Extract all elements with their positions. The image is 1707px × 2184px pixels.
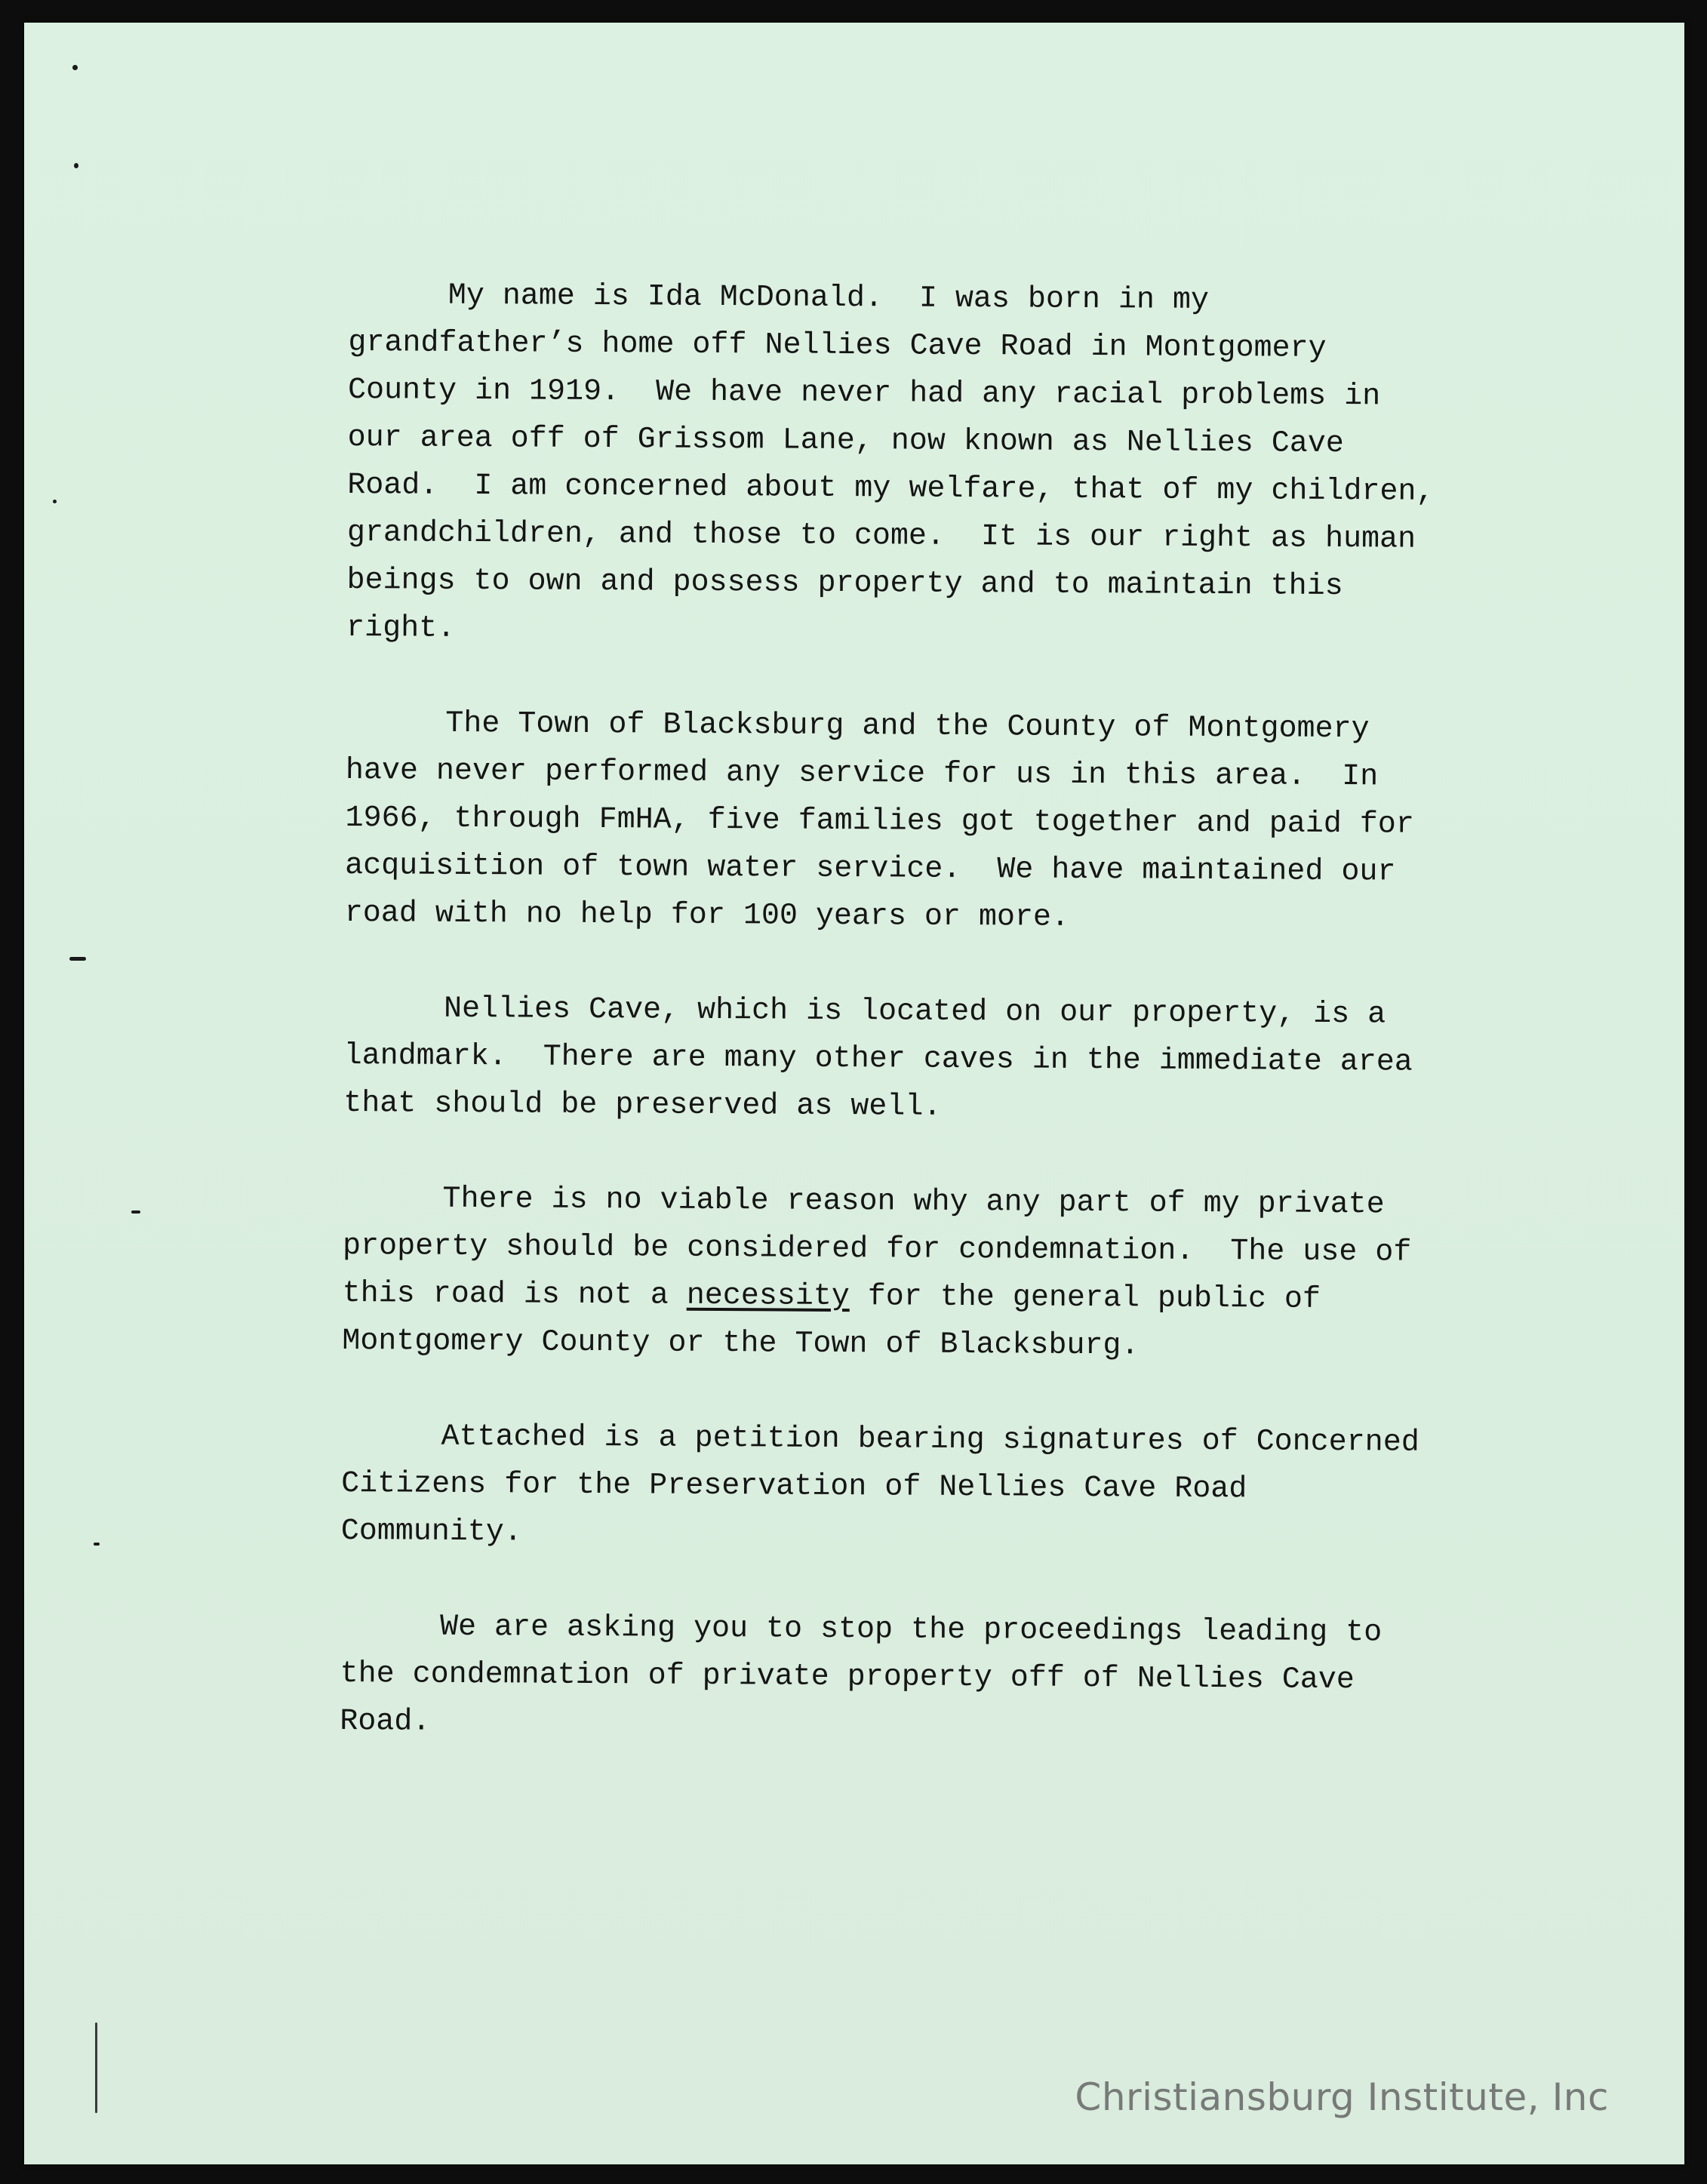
paper-speck: [94, 1543, 100, 1546]
paragraph-1-line: right.: [346, 611, 456, 646]
paragraph-4-line: for the general public of: [849, 1280, 1321, 1317]
paragraph-4: [342, 1175, 1589, 1373]
underlined-word-necessity: necessity: [686, 1278, 850, 1315]
paragraph-2-line: road with no help for 100 years or more.: [344, 896, 1070, 935]
paragraph-1-line: beings to own and possess property and to maintain this: [346, 563, 1343, 604]
paragraph-2: [345, 700, 1592, 945]
paragraph-3-line: Nellies Cave, which is located on our property, is a: [443, 992, 1386, 1032]
paragraph-2-line: 1966, through FmHA, five families got together and paid for: [345, 801, 1414, 842]
paper-speck: [74, 163, 78, 168]
paragraph-3: [343, 985, 1589, 1135]
paper-speck: [53, 500, 57, 503]
paragraph-1-line: County in 1919. We have never had any racial problems in: [347, 373, 1381, 414]
paragraph-2-line: have never performed any service for us in this area. In: [345, 753, 1379, 795]
letter-body: [340, 272, 1594, 1801]
paragraph-5-line: Community.: [340, 1514, 522, 1550]
paragraph-4-line: There is no viable reason why any part of my private: [442, 1182, 1385, 1223]
paper-speck: [95, 2023, 97, 2113]
paragraph-6-line: the condemnation of private property off of Nellies Cave: [340, 1656, 1355, 1698]
paragraph-5-line: Attached is a petition bearing signatures of Concerned: [441, 1420, 1419, 1460]
document-page: [24, 23, 1684, 2164]
paragraph-4-line: Montgomery County or the Town of Blacksburg.: [342, 1324, 1140, 1364]
paragraph-1-line: grandfather’s home off Nellies Cave Road in Montgomery: [348, 325, 1327, 366]
paragraph-1: [346, 272, 1594, 660]
paragraph-1-line: grandchildren, and those to come. It is our right as human: [346, 515, 1416, 557]
paragraph-1-line: Road. I am concerned about my welfare, that of my children,: [347, 468, 1435, 509]
paragraph-3-line: landmark. There are many other caves in the immediate area: [343, 1038, 1413, 1080]
paragraph-5-line: Citizens for the Preservation of Nellies Cave Road: [341, 1466, 1247, 1507]
watermark: Christiansburg Institute, Inc: [1075, 2075, 1609, 2119]
paper-speck: [69, 957, 86, 961]
paragraph-2-line: The Town of Blacksburg and the County of Montgomery: [445, 706, 1370, 747]
paragraph-6-line: Road.: [340, 1704, 431, 1740]
paper-speck: [72, 65, 78, 70]
paragraph-4-line: property should be considered for condemnation. The use of: [342, 1229, 1412, 1270]
paragraph-1-line: our area off of Grissom Lane, now known as Nellies Cave: [347, 420, 1344, 462]
paragraph-1-line: My name is Ida McDonald. I was born in my: [448, 278, 1210, 318]
paragraph-6-line: We are asking you to stop the proceedings leading to: [439, 1610, 1383, 1650]
paragraph-3-line: that should be preserved as well.: [343, 1086, 942, 1124]
paper-speck: [131, 1210, 140, 1214]
paragraph-4-line: this road is not a: [342, 1276, 687, 1313]
paragraph-6: [340, 1603, 1586, 1753]
paragraph-5: [341, 1413, 1587, 1563]
paragraph-2-line: acquisition of town water service. We have maintained our: [345, 848, 1396, 890]
